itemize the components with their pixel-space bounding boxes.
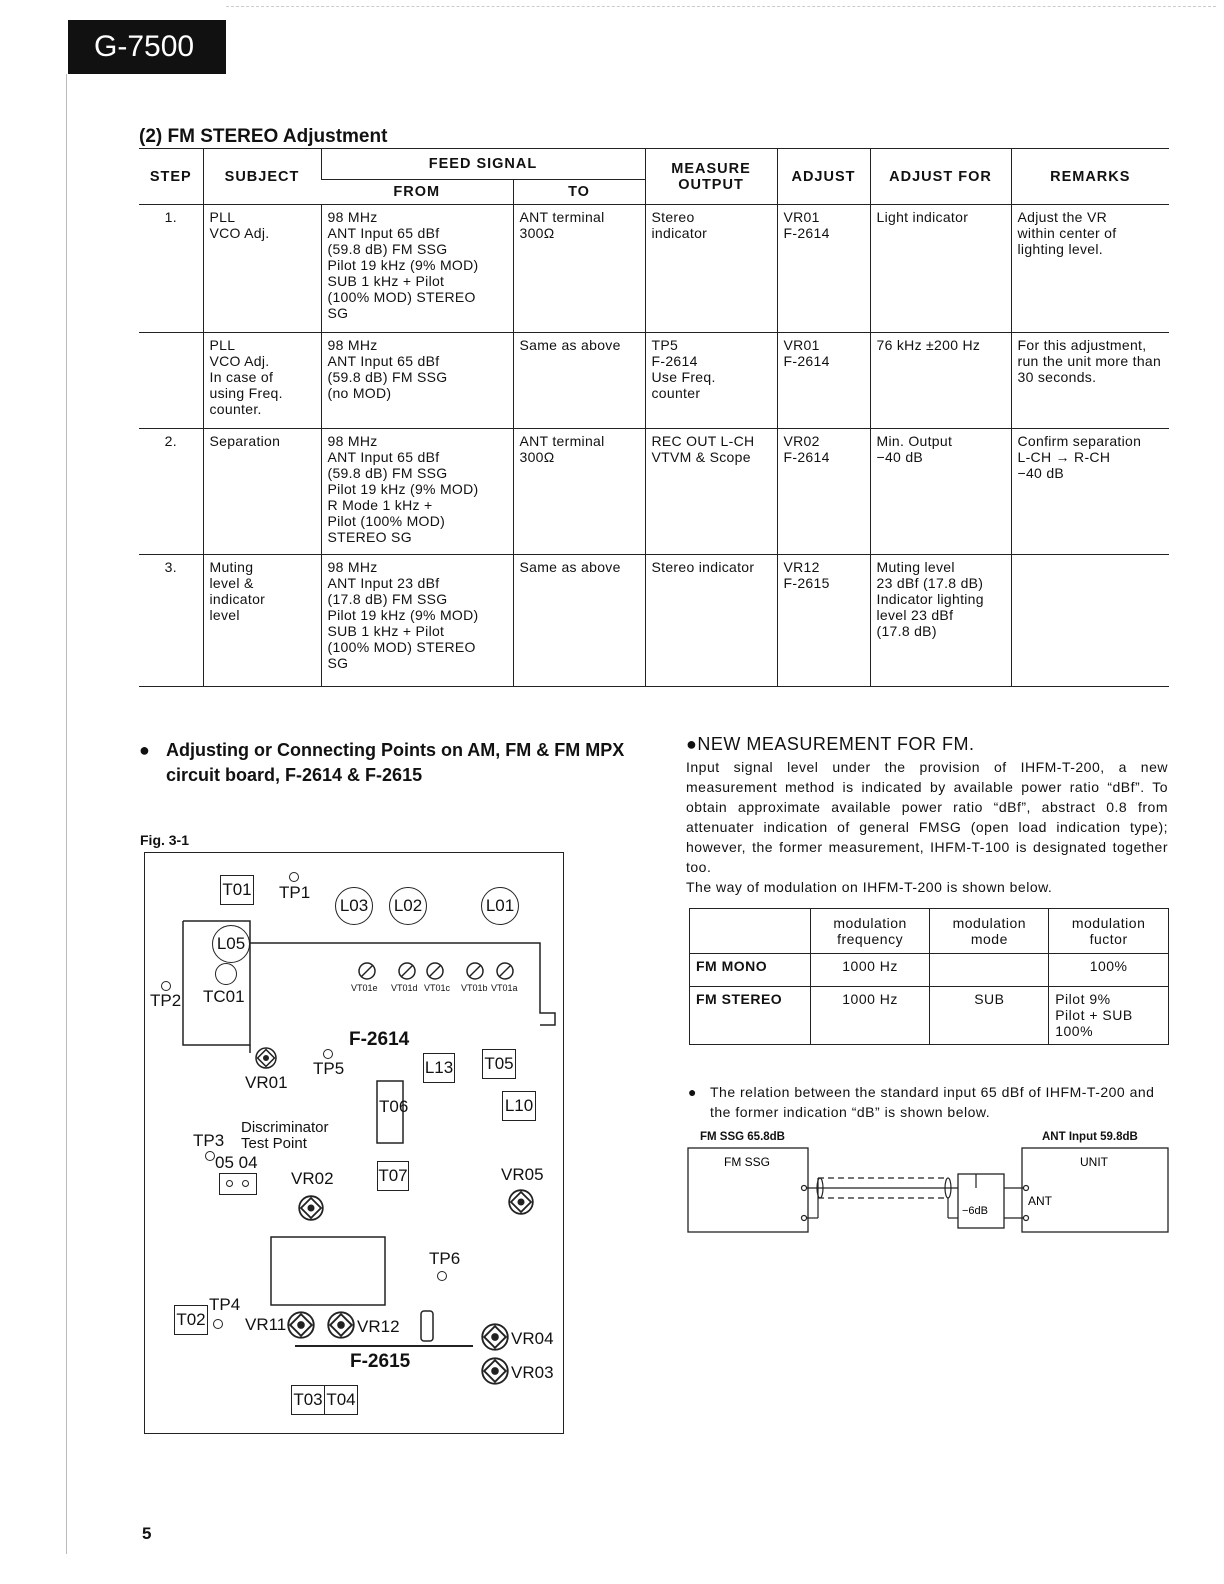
cell-from: 98 MHz ANT Input 65 dBf (59.8 dB) FM SSG (no MOD) bbox=[321, 333, 513, 429]
test-point-dot bbox=[213, 1319, 223, 1329]
header-from: FROM bbox=[321, 180, 513, 205]
cell-to: ANT terminal 300Ω bbox=[513, 429, 645, 555]
cell-adjust-for: Min. Output −40 dB bbox=[870, 429, 1011, 555]
table-row bbox=[690, 954, 1169, 987]
coil-l10: L10 bbox=[502, 1091, 536, 1121]
new-measurement-paragraph: Input signal level under the provision of IHFM-T-200, a new measurement method is indicated by available power ratio “dBf”. To obtain approximate available power ratio “dBf”, abstract 0.8 from attenuater indication of general FMSG (open load indication type); however, the former measurement, IHFM-T-100 is designated together too. bbox=[686, 759, 1168, 875]
cell-remarks: Adjust the VR within center of lighting level. bbox=[1011, 205, 1169, 333]
diagram-atten-label: −6dB bbox=[962, 1205, 988, 1217]
cell-step: 1. bbox=[164, 209, 177, 225]
header-feed-signal: FEED SIGNAL bbox=[321, 149, 645, 180]
coil-l01: L01 bbox=[481, 887, 519, 925]
board-name-f2615: F-2615 bbox=[350, 1351, 411, 1372]
mod-cell-factor: 100% bbox=[1049, 954, 1169, 987]
coil-t04: T04 bbox=[324, 1385, 358, 1415]
cell-adjust: VR02 F-2614 bbox=[777, 429, 870, 555]
relation-text: The relation between the standard input 65 dBf of IHFM-T-200 and the former indication “dB” is shown below. bbox=[710, 1084, 1155, 1120]
label-vr04: VR04 bbox=[511, 1329, 554, 1348]
cell-remarks: For this adjustment, run the unit more than 30 seconds. bbox=[1011, 333, 1169, 429]
label-tp6: TP6 bbox=[429, 1249, 461, 1268]
table-row bbox=[139, 429, 1169, 555]
cell-adjust: VR01 F-2614 bbox=[777, 333, 870, 429]
cell-adjust-for: Light indicator bbox=[870, 205, 1011, 333]
cell-subject: Muting level & indicator level bbox=[203, 555, 321, 687]
cell-measure: TP5 F-2614 Use Freq. counter bbox=[645, 333, 777, 429]
circuit-board-figure bbox=[144, 852, 564, 1434]
bullet-icon: ● bbox=[139, 740, 150, 760]
mod-header-mode: modulation mode bbox=[930, 909, 1049, 954]
fm-stereo-adjustment-table bbox=[139, 148, 1169, 687]
table-row bbox=[139, 205, 1169, 333]
connection-diagram bbox=[686, 1146, 1170, 1236]
cell-measure: Stereo indicator bbox=[645, 205, 777, 333]
test-point-dot bbox=[323, 1049, 333, 1059]
cell-subject: Separation bbox=[203, 429, 321, 555]
label-vt01e: VT01e bbox=[351, 983, 378, 993]
table-row bbox=[139, 333, 1169, 429]
modulation-table bbox=[689, 908, 1169, 1045]
mod-cell-frequency: 1000 Hz bbox=[810, 954, 930, 987]
label-vt01c: VT01c bbox=[424, 983, 451, 993]
header-subject: SUBJECT bbox=[203, 149, 321, 205]
mod-cell-factor: Pilot 9% Pilot + SUB 100% bbox=[1049, 987, 1169, 1045]
label-vr12: VR12 bbox=[357, 1317, 400, 1336]
vr01-pot-icon bbox=[255, 1047, 277, 1069]
cell-remarks bbox=[1011, 555, 1169, 687]
coil-t07: T07 bbox=[377, 1161, 409, 1191]
test-point-dot bbox=[161, 981, 171, 991]
vr12-pot-icon bbox=[327, 1311, 355, 1339]
cell-from: 98 MHz ANT Input 65 dBf (59.8 dB) FM SSG Pilot 19 kHz (9% MOD) R Mode 1 kHz + Pilot (100% MOD) STEREO SG bbox=[321, 429, 513, 555]
header-measure-output: MEASURE OUTPUT bbox=[645, 149, 777, 205]
cell-from: 98 MHz ANT Input 65 dBf (59.8 dB) FM SSG Pilot 19 kHz (9% MOD) SUB 1 kHz + Pilot (100% MOD) STEREO SG bbox=[321, 205, 513, 333]
new-measurement-body bbox=[686, 757, 1168, 897]
mod-header-frequency: modulation frequency bbox=[810, 909, 930, 954]
mod-cell-name: FM MONO bbox=[690, 954, 811, 987]
cell-step: 2. bbox=[164, 433, 177, 449]
vr11-pot-icon bbox=[287, 1311, 315, 1339]
label-vr02: VR02 bbox=[291, 1169, 334, 1188]
label-vr11: VR11 bbox=[245, 1315, 287, 1334]
cell-subject: PLL VCO Adj. bbox=[203, 205, 321, 333]
mod-cell-frequency: 1000 Hz bbox=[810, 987, 930, 1045]
pin-header-05-04 bbox=[219, 1173, 257, 1195]
label-discriminator: Discriminator bbox=[241, 1119, 329, 1136]
label-t06: T06 bbox=[379, 1097, 409, 1116]
cell-measure: Stereo indicator bbox=[645, 555, 777, 687]
cell-from: 98 MHz ANT Input 23 dBf (17.8 dB) FM SSG Pilot 19 kHz (9% MOD) SUB 1 kHz + Pilot (100% MOD) STEREO SG bbox=[321, 555, 513, 687]
mod-header-factor: modulation fuctor bbox=[1049, 909, 1169, 954]
cell-adjust: VR12 F-2615 bbox=[777, 555, 870, 687]
diagram-label-ssg: FM SSG 65.8dB bbox=[700, 1131, 785, 1143]
pin-icon bbox=[242, 1180, 249, 1187]
diagram-ssg-label: FM SSG bbox=[724, 1155, 771, 1169]
label-vt01d: VT01d bbox=[391, 983, 418, 993]
label-vt01b: VT01b bbox=[461, 983, 488, 993]
diagram-label-ant: ANT Input 59.8dB bbox=[1042, 1131, 1138, 1143]
label-vr03: VR03 bbox=[511, 1363, 554, 1382]
cell-to: Same as above bbox=[513, 333, 645, 429]
mod-cell-name: FM STEREO bbox=[690, 987, 811, 1045]
label-vr01: VR01 bbox=[245, 1073, 288, 1092]
cell-to: ANT terminal 300Ω bbox=[513, 205, 645, 333]
cell-step bbox=[139, 333, 203, 429]
diagram-ant-label: ANT bbox=[1028, 1194, 1052, 1208]
cell-adjust-for: 76 kHz ±200 Hz bbox=[870, 333, 1011, 429]
board-name-f2614: F-2614 bbox=[349, 1029, 410, 1050]
new-measurement-heading: ●NEW MEASUREMENT FOR FM. bbox=[686, 734, 975, 754]
coil-t01: T01 bbox=[220, 875, 254, 905]
cell-subject: PLL VCO Adj. In case of using Freq. counter. bbox=[203, 333, 321, 429]
label-tp2: TP2 bbox=[150, 991, 182, 1010]
diagram-unit-label: UNIT bbox=[1080, 1155, 1108, 1169]
cell-adjust: VR01 F-2614 bbox=[777, 205, 870, 333]
coil-t05: T05 bbox=[482, 1049, 516, 1079]
header-to: TO bbox=[513, 180, 645, 205]
table-row bbox=[690, 987, 1169, 1045]
page-number: 5 bbox=[142, 1524, 152, 1543]
coil-l05: L05 bbox=[212, 925, 250, 963]
coil-l13: L13 bbox=[423, 1053, 455, 1083]
label-pins-05-04: 05 04 bbox=[215, 1153, 258, 1172]
label-tc01: TC01 bbox=[203, 987, 245, 1006]
section-title: (2) FM STEREO Adjustment bbox=[139, 126, 388, 147]
test-point-dot bbox=[205, 1151, 215, 1161]
coil-l03: L03 bbox=[335, 887, 373, 925]
adjusting-points-title: Adjusting or Connecting Points on AM, FM & FM MPX circuit board, F-2614 & F-2615 bbox=[166, 740, 625, 785]
label-tp4: TP4 bbox=[209, 1295, 241, 1314]
cell-adjust-for: Muting level 23 dBf (17.8 dB) Indicator lighting level 23 dBf (17.8 dB) bbox=[870, 555, 1011, 687]
cell-to: Same as above bbox=[513, 555, 645, 687]
top-rule bbox=[226, 6, 1216, 8]
cell-step: 3. bbox=[164, 559, 177, 575]
coil-t02: T02 bbox=[174, 1305, 208, 1335]
label-tp5: TP5 bbox=[313, 1059, 345, 1078]
pin-icon bbox=[226, 1180, 233, 1187]
new-measurement-paragraph: The way of modulation on IHFM-T-200 is shown below. bbox=[686, 879, 1053, 895]
vr05-pot-icon bbox=[508, 1189, 534, 1215]
mod-header-blank bbox=[690, 909, 811, 954]
test-point-dot bbox=[437, 1271, 447, 1281]
mod-cell-mode bbox=[930, 954, 1049, 987]
header-adjust-for: ADJUST FOR bbox=[870, 149, 1011, 205]
table-row bbox=[139, 555, 1169, 687]
cell-measure: REC OUT L-CH VTVM & Scope bbox=[645, 429, 777, 555]
figure-label: Fig. 3-1 bbox=[140, 832, 190, 848]
vr04-pot-icon bbox=[481, 1323, 509, 1351]
header-remarks: REMARKS bbox=[1011, 149, 1169, 205]
model-tag: G-7500 bbox=[68, 20, 226, 74]
coil-l02: L02 bbox=[389, 887, 427, 925]
cell-remarks: Confirm separation L-CH → R-CH −40 dB bbox=[1011, 429, 1169, 555]
label-vr05: VR05 bbox=[501, 1165, 544, 1184]
label-tp1: TP1 bbox=[279, 883, 311, 902]
trimmer-tc01-body bbox=[215, 963, 237, 985]
bullet-icon: ● bbox=[688, 1084, 697, 1100]
header-step: STEP bbox=[139, 149, 203, 205]
label-tp3: TP3 bbox=[193, 1131, 225, 1150]
vr03-pot-icon bbox=[481, 1357, 509, 1385]
binding-rule bbox=[66, 74, 67, 1554]
coil-t03: T03 bbox=[291, 1385, 325, 1415]
header-adjust: ADJUST bbox=[777, 149, 870, 205]
label-vt01a: VT01a bbox=[491, 983, 518, 993]
vr02-pot-icon bbox=[298, 1195, 324, 1221]
label-test-point: Test Point bbox=[241, 1135, 307, 1152]
mod-cell-mode: SUB bbox=[930, 987, 1049, 1045]
